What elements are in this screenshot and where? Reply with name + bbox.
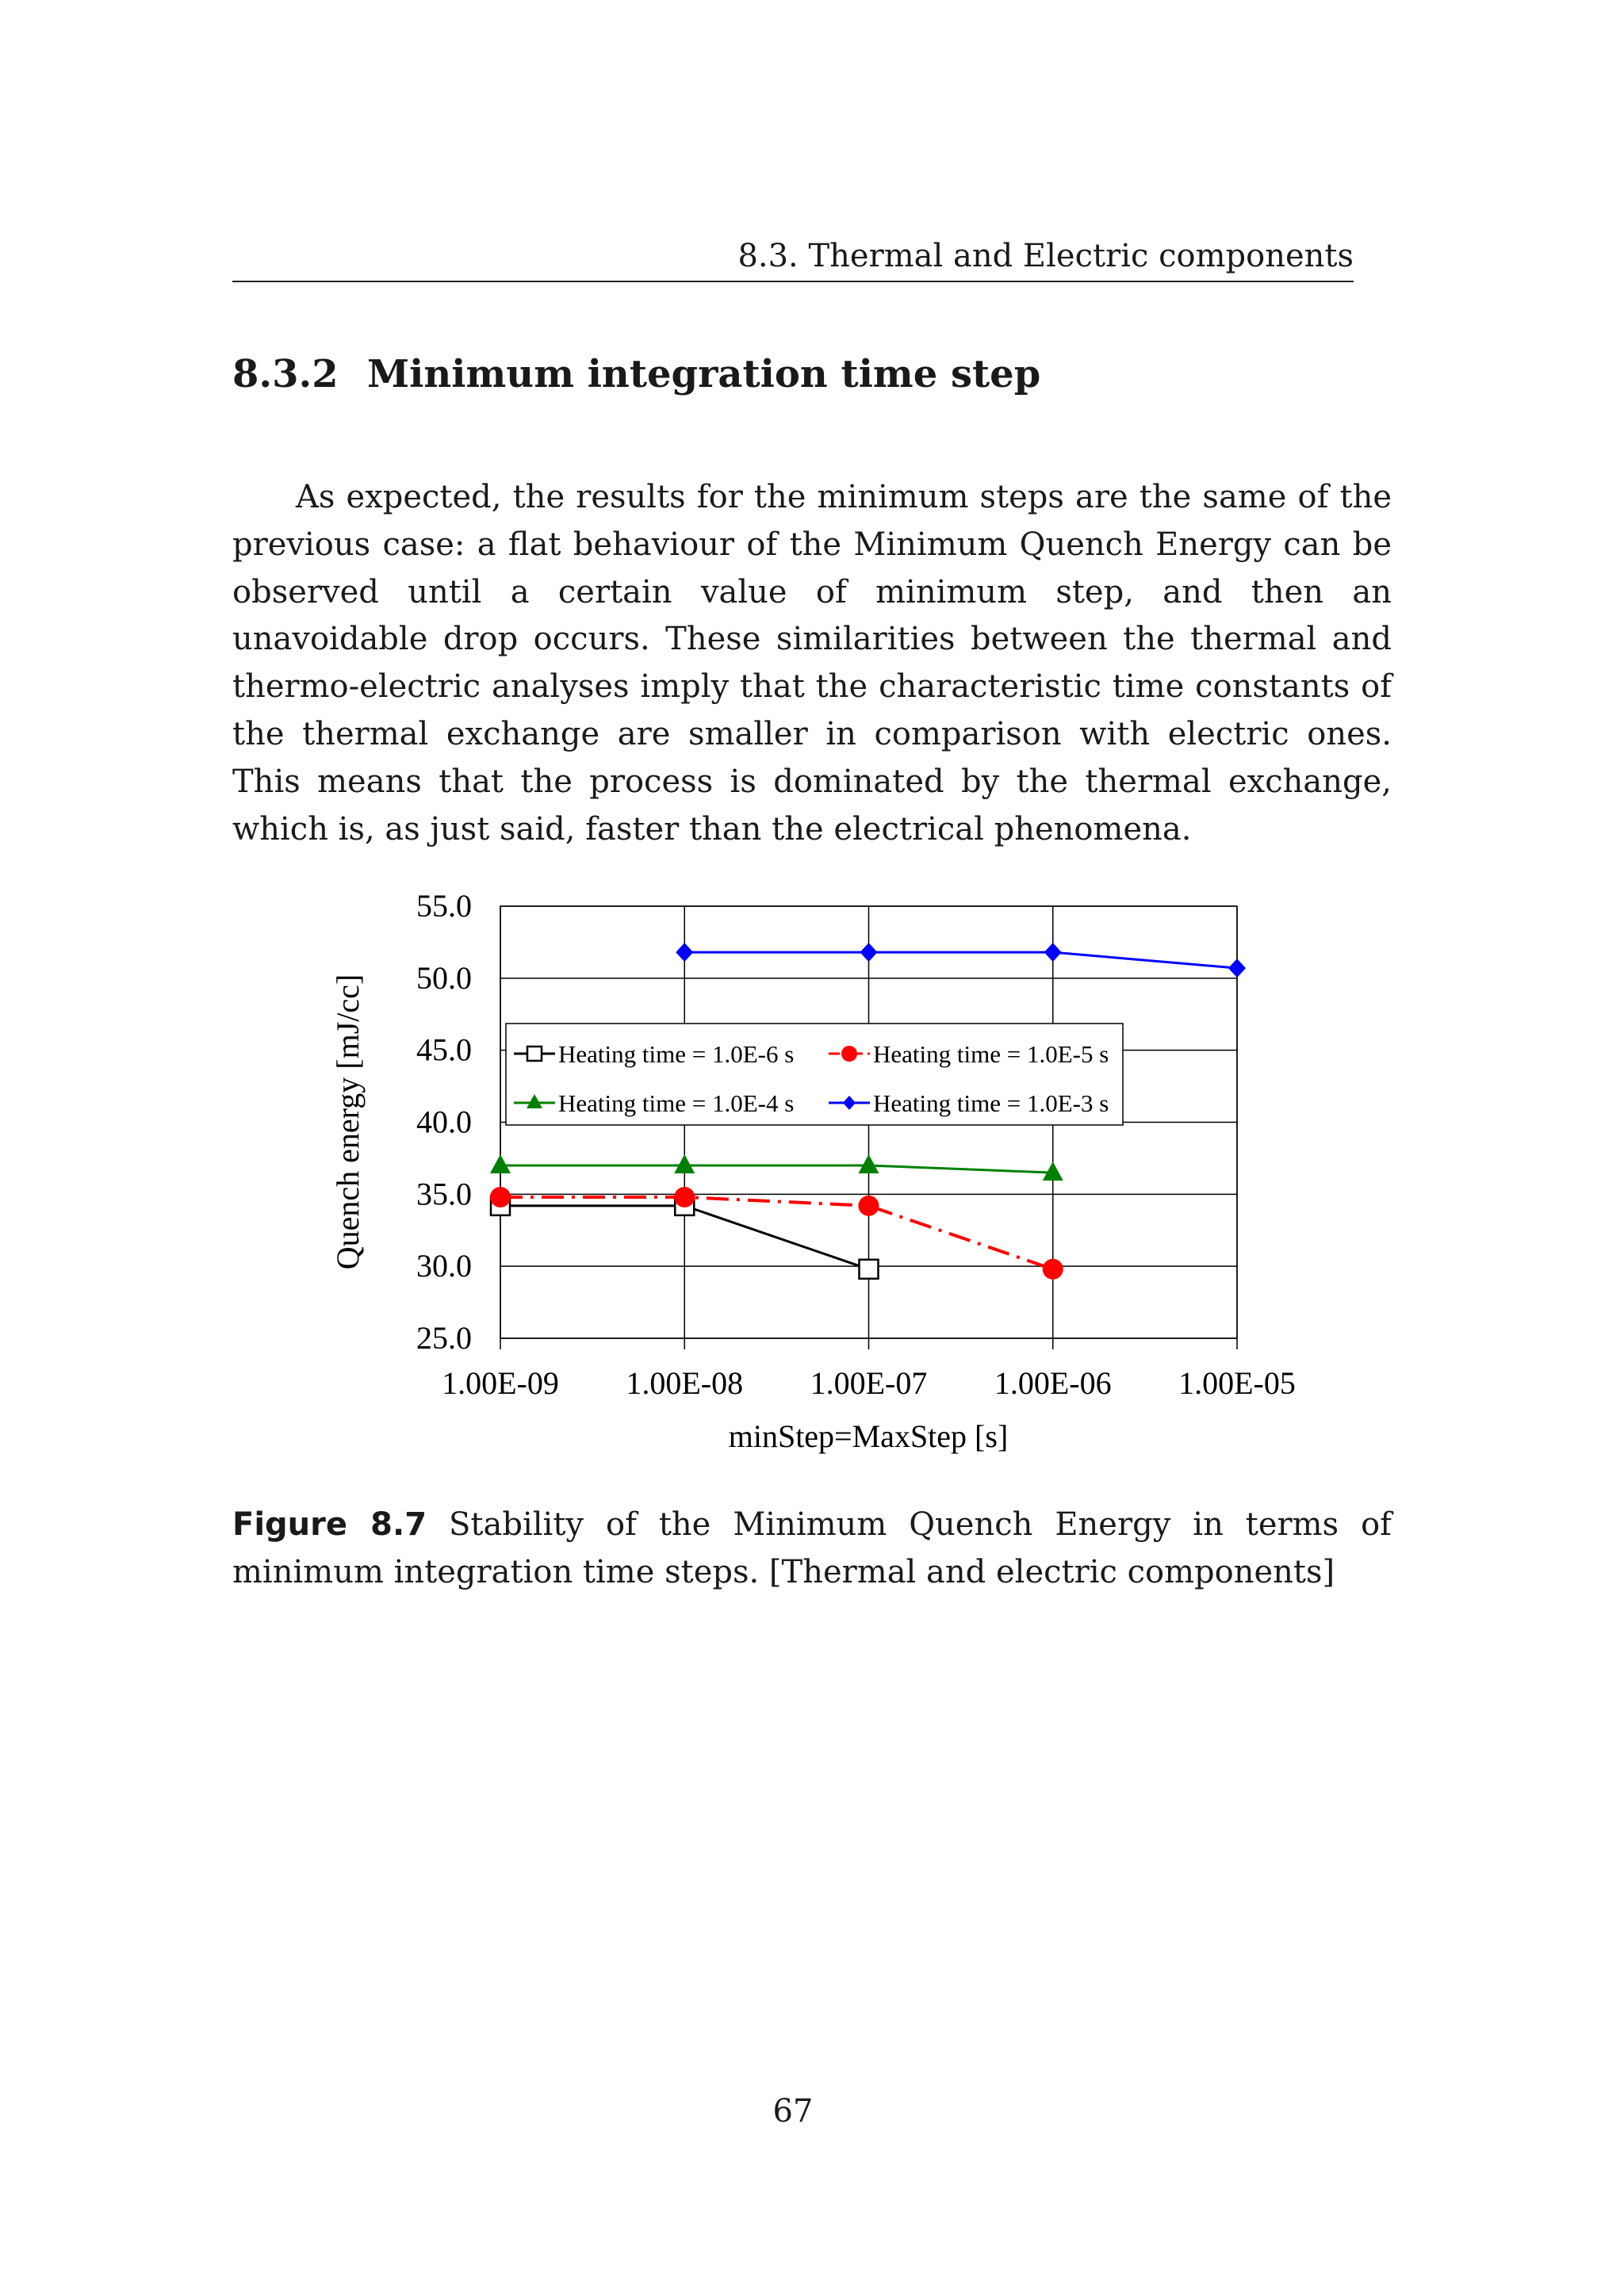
running-header: 8.3. Thermal and Electric components xyxy=(737,238,1354,274)
y-tick-label: 45.0 xyxy=(416,1031,472,1068)
x-tick-label: 1.00E-05 xyxy=(1178,1365,1296,1401)
page-number: 67 xyxy=(772,2093,814,2130)
section-title: Minimum integration time step xyxy=(367,352,1041,396)
y-tick-label: 25.0 xyxy=(416,1320,472,1356)
data-point xyxy=(490,1187,511,1207)
body-paragraph: As expected, the results for the minimum steps are the same of the previous case: a flat behaviour of the Minimum Quench Energy can be observed until a certain value of minimum step, and then an unavoidable drop occurs. These similarities between the thermal and thermo-electric analyses imply that the characteristic time constants of the thermal exchange are smaller in comparison with electric ones. This means that the process is dominated by the thermal exchange, which is, as just said, faster than the electrical phenomena. xyxy=(232,479,1392,848)
data-point xyxy=(1043,1259,1063,1280)
legend-marker xyxy=(527,1047,542,1061)
section-number: 8.3.2 xyxy=(232,352,339,396)
x-tick-label: 1.00E-06 xyxy=(994,1365,1112,1401)
y-tick-label: 55.0 xyxy=(416,888,472,924)
data-point xyxy=(859,1196,879,1216)
y-tick-label: 30.0 xyxy=(416,1248,472,1284)
data-point xyxy=(674,1187,695,1207)
data-point xyxy=(860,1260,879,1279)
y-tick-label: 40.0 xyxy=(416,1104,472,1140)
y-axis-label: Quench energy [mJ/cc] xyxy=(330,974,366,1270)
x-tick-label: 1.00E-09 xyxy=(442,1365,559,1401)
figure-caption xyxy=(232,1502,1392,1597)
y-tick-label: 35.0 xyxy=(416,1176,472,1212)
legend-label: Heating time = 1.0E-5 s xyxy=(873,1040,1109,1068)
section-heading xyxy=(232,352,1040,396)
x-tick-label: 1.00E-08 xyxy=(626,1365,744,1401)
legend xyxy=(506,1024,1123,1125)
header-rule xyxy=(232,281,1354,282)
legend-label: Heating time = 1.0E-6 s xyxy=(558,1040,795,1068)
x-tick-label: 1.00E-07 xyxy=(810,1365,928,1401)
quench-energy-chart xyxy=(301,872,1332,1475)
figure-caption-text: Stability of the Minimum Quench Energy in terms of minimum integration time steps. [Thermal and electric components] xyxy=(232,1506,1392,1590)
y-tick-label: 50.0 xyxy=(416,959,472,996)
legend-marker xyxy=(841,1046,857,1062)
legend-label: Heating time = 1.0E-3 s xyxy=(873,1089,1109,1117)
x-axis-label: minStep=MaxStep [s] xyxy=(728,1418,1009,1454)
figure-label: Figure 8.7 xyxy=(232,1506,427,1543)
legend-label: Heating time = 1.0E-4 s xyxy=(558,1089,795,1117)
